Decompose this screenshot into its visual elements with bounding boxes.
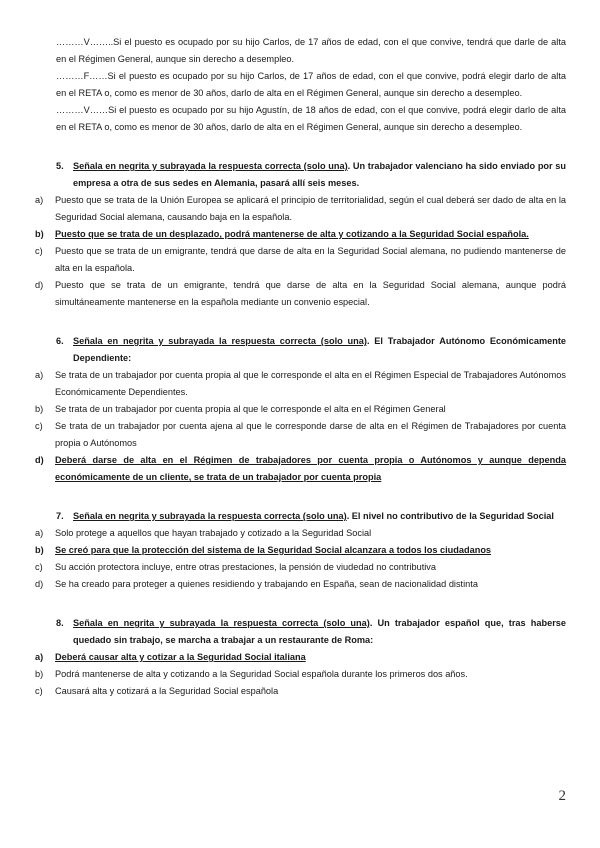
question-stem: . El Trabajador Autónomo Económicamente Dependiente: xyxy=(73,336,567,363)
option-text: Se trata de un trabajador por cuenta ajena al que le corresponde darse de alta en el Régimen de Trabajadores por cuenta propia o Autónomos xyxy=(55,421,566,448)
option-text: Se ha creado para proteger a quienes residiendo y trabajando en España, sean de nacionalidad distinta xyxy=(55,579,478,589)
option-letter: a) xyxy=(35,528,44,538)
page-number: 2 xyxy=(558,788,566,804)
question-heading xyxy=(56,508,566,525)
option-text: Se trata de un trabajador por cuenta propia al que le corresponde el alta en el Régimen General xyxy=(55,404,446,414)
question-heading xyxy=(56,615,566,649)
option-letter: a) xyxy=(35,195,44,205)
option-letter: b) xyxy=(35,229,44,239)
question-number: 5. xyxy=(56,161,64,171)
option-letter: a) xyxy=(35,370,44,380)
question-instruction: Señala en negrita y subrayada la respuesta correcta (solo una) xyxy=(73,161,348,171)
option-c xyxy=(35,243,566,277)
true-false-block xyxy=(0,34,600,136)
question-instruction: Señala en negrita y subrayada la respuesta correcta (solo una) xyxy=(73,618,370,628)
option-a xyxy=(35,367,566,401)
option-text: Se trata de un trabajador por cuenta propia al que le corresponde el alta en el Régimen Especial de Trabajadores Autónomos Económicamente Dependientes. xyxy=(55,370,566,397)
option-text: Deberá darse de alta en el Régimen de trabajadores por cuenta propia o Autónomos y aunque dependa económicamente de un cliente, se trata de un trabajador por cuenta propia xyxy=(55,455,566,482)
question-stem: . El nivel no contributivo de la Seguridad Social xyxy=(346,511,554,521)
option-c xyxy=(35,418,566,452)
option-text: Causará alta y cotizará a la Seguridad Social española xyxy=(55,686,279,696)
question-stem: . Un trabajador valenciano ha sido enviado por su empresa a otra de sus sedes en Alemania, pasará allí seis meses. xyxy=(73,161,566,188)
option-d xyxy=(35,277,566,311)
option-letter: b) xyxy=(35,404,44,414)
question-number: 8. xyxy=(56,618,64,628)
question-7 xyxy=(0,508,600,593)
option-d-correct xyxy=(35,452,566,486)
option-text: Su acción protectora incluye, entre otras prestaciones, la pensión de viudedad no contributiva xyxy=(55,562,437,572)
option-text: Podrá mantenerse de alta y cotizando a la Seguridad Social española durante los primeros dos años. xyxy=(55,669,468,679)
option-b-correct xyxy=(35,542,566,559)
option-letter: d) xyxy=(35,455,44,465)
tf-item: ………F……Si el puesto es ocupado por su hijo Carlos, de 17 años de edad, con el que convive, podrá elegir darlo de alta en el RETA o, como es menor de 30 años, darlo de alta en el Régimen General, aunque sin derecho a desempleo. xyxy=(56,71,566,98)
option-a-correct xyxy=(35,649,566,666)
option-text: Puesto que se trata de la Unión Europea se aplicará el principio de territorialidad, según el cual deberá ser dado de alta en la Seguridad Social alemana, causando baja en la española. xyxy=(55,195,566,222)
option-b-correct xyxy=(35,226,566,243)
question-number: 6. xyxy=(56,336,64,346)
option-c xyxy=(35,683,566,700)
option-letter: c) xyxy=(35,562,43,572)
document-page xyxy=(0,34,600,700)
question-number: 7. xyxy=(56,511,64,521)
tf-item: ………V……..Si el puesto es ocupado por su hijo Carlos, de 17 años de edad, con el que convive, tendrá que darle de alta en el Régimen General, aunque sin derecho a desempleo. xyxy=(56,37,566,64)
question-instruction: Señala en negrita y subrayada la respuesta correcta (solo una) xyxy=(73,336,367,346)
question-heading xyxy=(56,333,567,367)
option-letter: a) xyxy=(35,652,44,662)
option-letter: d) xyxy=(35,579,44,589)
question-8 xyxy=(0,615,600,700)
option-c xyxy=(35,559,566,576)
option-a xyxy=(35,525,566,542)
option-a xyxy=(35,192,566,226)
option-letter: d) xyxy=(35,280,44,290)
question-5 xyxy=(0,158,600,311)
question-stem: . Un trabajador español que, tras haberse quedado sin trabajo, se marcha a trabajar a un restaurante de Roma: xyxy=(73,618,566,645)
tf-item: ………V……Si el puesto es ocupado por su hijo Agustín, de 18 años de edad, con el que convive, podrá elegir darlo de alta en el RETA o, como es menor de 30 años, darlo de alta en el Régimen General, aunque sin derecho a desempleo. xyxy=(56,105,566,132)
question-instruction: Señala en negrita y subrayada la respuesta correcta (solo una) xyxy=(73,511,347,521)
option-letter: c) xyxy=(35,246,43,256)
option-b xyxy=(35,666,566,683)
option-letter: c) xyxy=(35,421,43,431)
option-text: Puesto que se trata de un emigrante, tendrá que darse de alta en la Seguridad Social alemana, no pudiendo mantenerse de alta en la española. xyxy=(55,246,566,273)
question-heading xyxy=(56,158,566,192)
option-text: Puesto que se trata de un emigrante, tendrá que darse de alta en la Seguridad Social alemana, aunque podrá simultáneamente mantenerse en la española mediante un convenio especial. xyxy=(55,280,566,307)
option-letter: b) xyxy=(35,545,44,555)
option-text: Solo protege a aquellos que hayan trabajado y cotizado a la Seguridad Social xyxy=(55,528,372,538)
option-text: Se creó para que la protección del sistema de la Seguridad Social alcanzara a todos los ciudadanos xyxy=(55,545,492,555)
option-letter: b) xyxy=(35,669,44,679)
option-text: Deberá causar alta y cotizar a la Seguridad Social italiana xyxy=(55,652,306,662)
question-6 xyxy=(0,333,600,486)
option-d xyxy=(35,576,566,593)
option-text: Puesto que se trata de un desplazado, podrá mantenerse de alta y cotizando a la Seguridad Social española. xyxy=(55,229,529,239)
option-b xyxy=(35,401,566,418)
option-letter: c) xyxy=(35,686,43,696)
